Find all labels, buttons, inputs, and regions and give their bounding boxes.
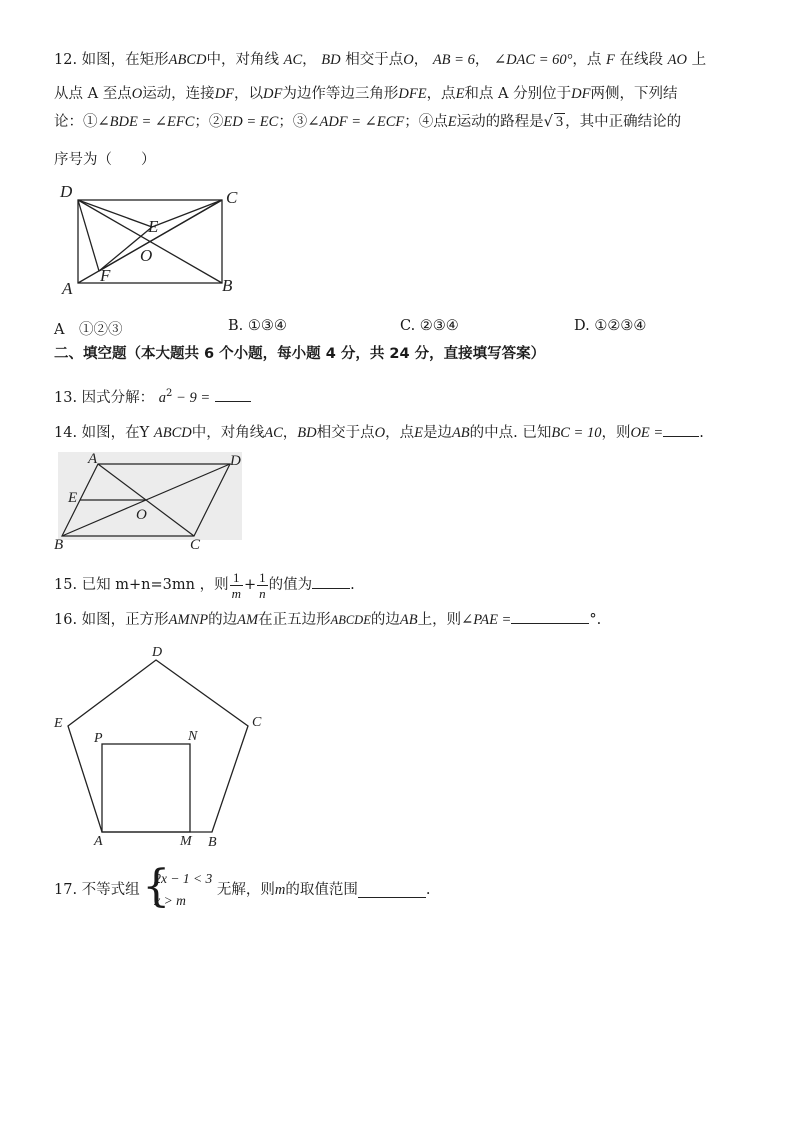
label-b: B	[54, 537, 64, 553]
q14-line: 14. 如图，在Y ABCD中，对角线AC，BD相交于点O，点E是边AB的中点. 已知BC = 10，则OE = .	[54, 422, 704, 443]
segment-fc	[99, 200, 222, 271]
question-number: 15.	[54, 577, 78, 593]
label-b: B	[208, 835, 217, 850]
label-p: P	[94, 731, 103, 746]
fraction-1-over-n: $\frac{1}{n}$	[259, 569, 266, 601]
label-a: A	[94, 834, 103, 849]
answer-blank[interactable]	[215, 387, 251, 402]
q12-option-b[interactable]: B. ①③④	[228, 318, 287, 334]
segment-de	[78, 200, 152, 227]
label-e: E	[54, 716, 63, 731]
parallelogram-symbol: Y	[139, 425, 150, 441]
q16-line: 16. 如图，正方形AMNP的边AM在正五边形ABCDE的边AB上，则∠PAE = °.	[54, 609, 601, 630]
question-number: 17.	[54, 882, 78, 898]
q12-option-c[interactable]: C. ②③④	[400, 318, 459, 334]
question-number: 14.	[54, 425, 78, 441]
label-f: F	[100, 266, 111, 285]
q12-rectangle-figure	[56, 180, 246, 298]
q12-line4: 序号为（ ）	[54, 152, 156, 168]
section-title: 二、填空题（本大题共 6 个小题，每小题 4 分，共 24 分，直接填写答案）	[54, 346, 546, 362]
q12-line3: 论：①∠BDE = ∠EFC；②ED = EC；③∠ADF = ∠ECF；④点E运动的路程是√ 3 ，其中正确结论的	[54, 114, 682, 130]
answer-blank[interactable]	[663, 422, 699, 437]
q13-line: 13. 因式分解： $a^2 - 9$ =	[54, 384, 251, 408]
q17-line: 17. 不等式组 { 2x − 1 < 3 x > m 无解，则m的取值范围 .	[54, 868, 430, 912]
fraction-1-over-m: $\frac{1}{m}$	[231, 569, 241, 601]
answer-blank[interactable]	[511, 609, 589, 624]
label-o: O	[140, 246, 153, 265]
label-o: O	[136, 507, 147, 523]
label-d: D	[60, 182, 73, 201]
q15-line: 15. 已知 m+n=3mn ，则 $\frac{1}{m}$ + $\frac{1}{n}$ 的值为 .	[54, 569, 355, 601]
label-a: A	[88, 451, 98, 467]
label-a: A	[62, 279, 73, 298]
q12-line2: 从点 A 至点O运动，连接DF，以DF为边作等边三角形DFE，点E和点 A 分别位于DF两侧，下列结	[54, 86, 678, 102]
answer-blank[interactable]	[358, 883, 426, 898]
label-d: D	[152, 645, 163, 660]
q16-pentagon-figure	[48, 640, 278, 852]
label-d: D	[230, 453, 241, 469]
label-c: C	[190, 537, 201, 553]
label-e: E	[68, 490, 78, 506]
pentagon-abcde	[68, 660, 248, 832]
question-number: 12.	[54, 52, 78, 68]
question-number: 13.	[54, 389, 78, 406]
label-c: C	[252, 715, 262, 730]
q14-parallelogram-figure	[52, 450, 248, 554]
q12-option-d[interactable]: D. ①②③④	[574, 318, 647, 334]
question-number: 16.	[54, 612, 78, 628]
label-c: C	[226, 188, 238, 207]
label-m: M	[180, 834, 192, 849]
segment-ec	[152, 200, 222, 227]
label-n: N	[188, 729, 198, 744]
square-amnp	[102, 744, 190, 832]
inequality-system: { 2x − 1 < 3 x > m	[144, 868, 212, 912]
q12-option-a[interactable]: A ①②③	[54, 322, 123, 338]
answer-blank[interactable]	[312, 574, 350, 589]
q12-line1: 12. 如图，在矩形ABCD中，对角线 AC， BD 相交于点O， AB = 6， ∠DAC = 60°，点 F 在线段 AO 上	[54, 52, 707, 68]
label-e: E	[148, 217, 159, 236]
label-b: B	[222, 276, 233, 295]
